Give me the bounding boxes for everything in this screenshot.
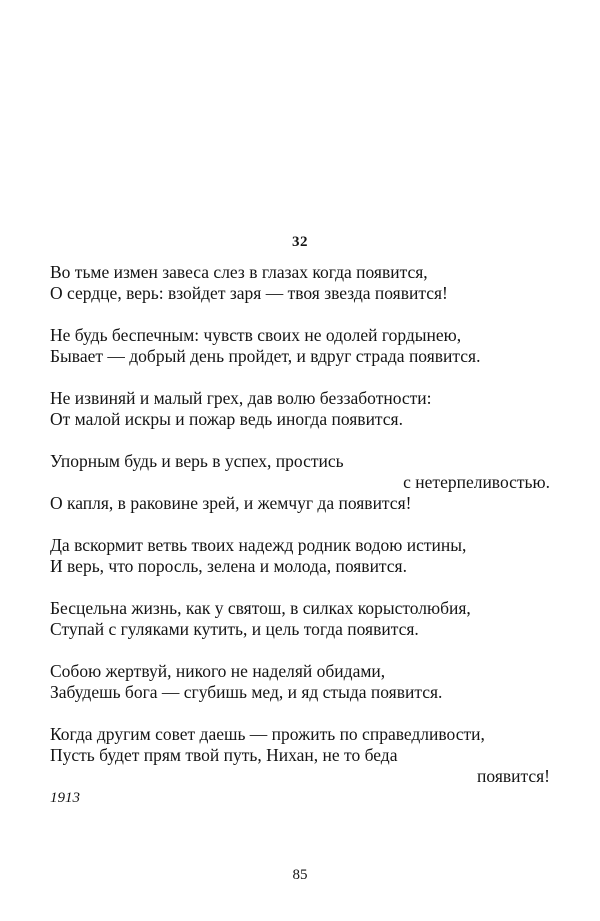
- poem-line: Не извиняй и малый грех, дав волю беззаботности:: [50, 388, 432, 408]
- stanza: [50, 598, 550, 640]
- poem-date: 1913: [50, 790, 80, 806]
- poem-line: Ступай с гуляками кутить, и цель тогда появится.: [50, 619, 419, 639]
- poem-line: Бесцельна жизнь, как у святош, в силках корыстолюбия,: [50, 598, 471, 618]
- stanza: [50, 262, 550, 304]
- poem-line: О капля, в раковине зрей, и жемчуг да появится!: [50, 493, 412, 513]
- poem-line-continuation: с нетерпеливостью.: [403, 472, 550, 492]
- stanza: [50, 388, 550, 430]
- poem-line: О сердце, верь: взойдет заря — твоя звезда появится!: [50, 283, 448, 303]
- poem-line: Да вскормит ветвь твоих надежд родник водою истины,: [50, 535, 467, 555]
- poem-line: Собою жертвуй, никого не наделяй обидами,: [50, 661, 386, 681]
- poem-number: 32: [292, 234, 308, 250]
- poem-body: [50, 262, 550, 808]
- poem-line: Пусть будет прям твой путь, Нихан, не то беда: [50, 745, 398, 765]
- stanza: [50, 451, 550, 514]
- page-number: 85: [292, 867, 308, 883]
- poem-line: Когда другим совет даешь — прожить по справедливости,: [50, 724, 485, 744]
- stanza: [50, 724, 550, 787]
- poem-line: И верь, что поросль, зелена и молода, появится.: [50, 556, 407, 576]
- poem-line: Во тьме измен завеса слез в глазах когда появится,: [50, 262, 428, 282]
- stanza: [50, 661, 550, 703]
- poem-line: Упорным будь и верь в успех, простись: [50, 451, 344, 471]
- poem-line: Забудешь бога — сгубишь мед, и яд стыда появится.: [50, 682, 443, 702]
- poem-line: Не будь беспечным: чувств своих не одолей гордынею,: [50, 325, 462, 345]
- poem-line: Бывает — добрый день пройдет, и вдруг страда появится.: [50, 346, 481, 366]
- poem-line: От малой искры и пожар ведь иногда появится.: [50, 409, 403, 429]
- stanza: [50, 325, 550, 367]
- stanza: [50, 535, 550, 577]
- poem-line-continuation: появится!: [477, 766, 550, 786]
